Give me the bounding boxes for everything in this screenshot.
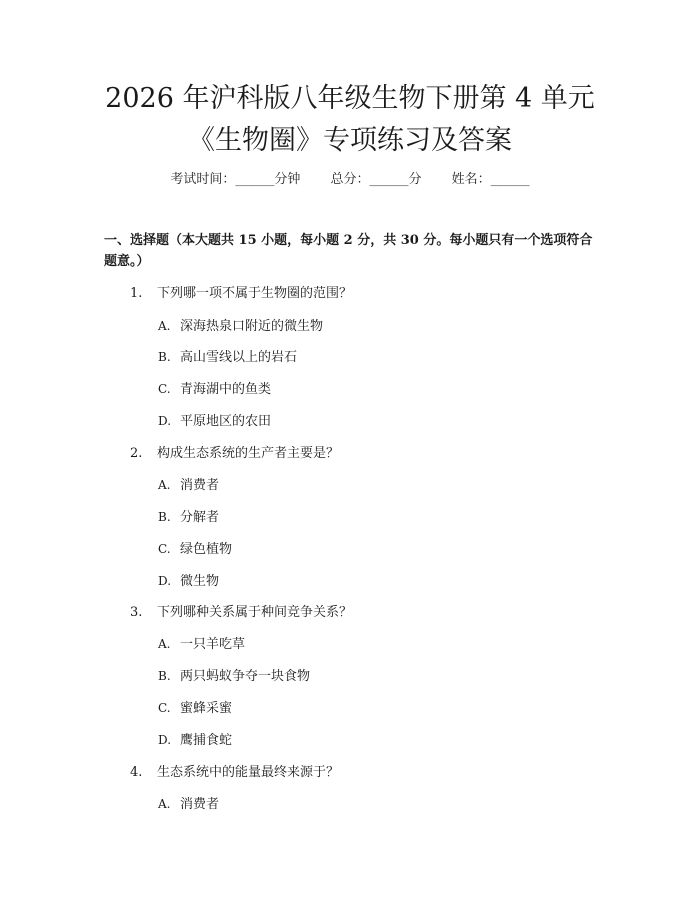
option-text: 一只羊吃草 (180, 637, 246, 652)
option-text: 鹰捕食蛇 (180, 733, 233, 748)
exam-meta (0, 168, 700, 187)
option-letter: D. (158, 414, 172, 428)
option-text: 平原地区的农田 (180, 414, 272, 429)
question-2 (130, 442, 339, 461)
question-text: 下列哪一项不属于生物圈的范围？ (157, 286, 353, 301)
exam-name: 姓名：______ (451, 172, 530, 187)
option-1b (158, 346, 297, 365)
option-letter: A. (158, 478, 171, 492)
option-1a (158, 315, 323, 334)
option-2b (158, 506, 219, 525)
option-4a (158, 793, 219, 812)
option-3d (158, 729, 232, 748)
option-text: 绿色植物 (180, 542, 233, 557)
option-letter: B. (158, 510, 171, 524)
option-text: 分解者 (180, 510, 220, 525)
option-letter: C. (158, 542, 171, 556)
option-1c (158, 378, 271, 397)
question-text: 下列哪种关系属于种间竞争关系？ (157, 605, 353, 620)
option-3c (158, 697, 232, 716)
question-4 (130, 761, 339, 780)
option-letter: D. (158, 733, 172, 747)
question-text: 生态系统中的能量最终来源于？ (157, 765, 340, 780)
option-2c (158, 538, 232, 557)
option-text: 消费者 (180, 478, 220, 493)
option-text: 两只蚂蚁争夺一块食物 (180, 669, 311, 684)
option-2d (158, 570, 219, 589)
option-3a (158, 633, 245, 652)
option-letter: C. (158, 701, 171, 715)
exam-score: 总分：______分 (330, 172, 422, 187)
option-text: 深海热泉口附近的微生物 (180, 319, 324, 334)
section-heading: 一、选择题（本大题共 15 小题，每小题 2 分，共 30 分。每小题只有一个选项符合题意。） (104, 233, 593, 269)
option-text: 消费者 (180, 797, 220, 812)
option-letter: A. (158, 797, 171, 811)
question-3 (130, 601, 352, 620)
option-letter: C. (158, 382, 171, 396)
option-2a (158, 474, 219, 493)
option-1d (158, 410, 271, 429)
question-number: 3. (130, 605, 143, 620)
option-letter: B. (158, 350, 171, 364)
option-letter: D. (158, 574, 172, 588)
exam-time: 考试时间：______分钟 (170, 172, 301, 187)
page-title: 2026 年沪科版八年级生物下册第 4 单元《生物圈》专项练习及答案 (105, 83, 595, 156)
question-number: 2. (130, 446, 143, 461)
option-text: 微生物 (180, 574, 220, 589)
option-text: 高山雪线以上的岩石 (180, 350, 298, 365)
question-text: 构成生态系统的生产者主要是？ (157, 446, 340, 461)
question-1 (130, 282, 352, 301)
option-letter: A. (158, 319, 171, 333)
question-number: 4. (130, 765, 143, 780)
option-text: 蜜蜂采蜜 (180, 701, 233, 716)
option-3b (158, 665, 310, 684)
option-letter: B. (158, 669, 171, 683)
option-letter: A. (158, 637, 171, 651)
option-text: 青海湖中的鱼类 (180, 382, 272, 397)
question-number: 1. (130, 286, 143, 301)
